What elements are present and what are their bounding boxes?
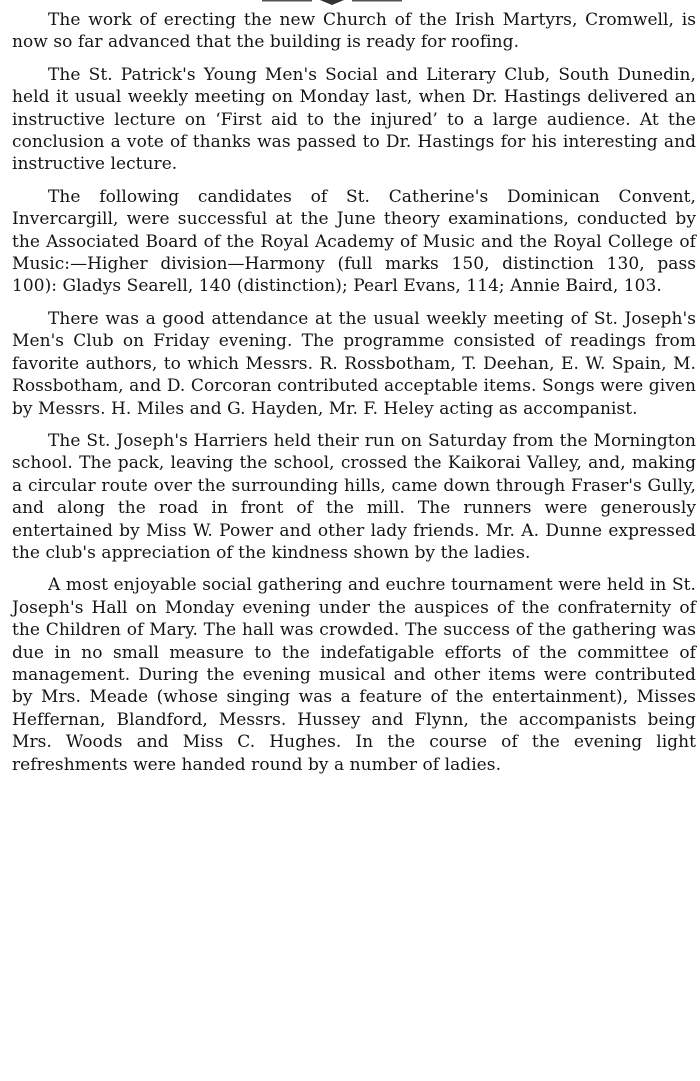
paragraph-st-patricks-club: The St. Patrick's Young Men's Social and Literary Club, South Dunedin, held it usual weekly meeting on Monday last, when Dr. Hastings delivered an instructive lecture on ‘First aid to the injured’ to a large audience. At the conclusion a vote of thanks was passed to Dr. Hastings for his interesting and instructive lecture. <box>12 64 696 175</box>
paragraph-church-irish-martyrs: The work of erecting the new Church of the Irish Martyrs, Cromwell, is now so far advanced that the building is ready for roofing. <box>12 10 696 53</box>
paragraph-social-gathering: A most enjoyable social gathering and euchre tournament were held in St. Joseph's Hall on Monday evening under the auspices of the confraternity of the Children of Mary. The hall was crowded. The success of the gathering was due in no small measure to the indefatigable efforts of the committee of management. During the evening musical and other items were contributed by Mrs. Meade (whose singing was a feature of the entertainment), Misses Heffernan, Blandford, Messrs. Hussey and Flynn, the accompanists being Mrs. Woods and Miss C. Hughes. In the course of the evening light refreshments were handed round by a number of ladies. <box>12 575 696 775</box>
paragraph-st-josephs-harriers: The St. Joseph's Harriers held their run on Saturday from the Mornington school. The pack, leaving the school, crossed the Kaikorai Valley, and, making a circular route over the surrounding hills, came down through Fraser's Gully, and along the road in front of the mill. The runners were generously entertained by Miss W. Power and other lady friends. Mr. A. Dunne expressed the club's appreciation of the kindness shown by the ladies. <box>12 430 696 563</box>
paragraph-dominican-convent-exams: The following candidates of St. Catherine's Dominican Convent, Invercargill, were successful at the June theory examinations, conducted by the Associated Board of the Royal Academy of Music and the Royal College of Music:—Higher division—Harmony (full marks 150, distinction 130, pass 100): Gladys Searell, 140 (distinction); Pearl Evans, 114; Annie Baird, 103. <box>12 186 696 297</box>
paragraph-st-josephs-mens-club: There was a good attendance at the usual weekly meeting of St. Joseph's Men's Club on Friday evening. The programme consisted of readings from favorite authors, to which Messrs. R. Rossbotham, T. Deehan, E. W. Spain, M. Rossbotham, and D. Corcoran contributed acceptable items. Songs were given by Messrs. H. Miles and G. Hayden, Mr. F. Heley acting as accompanist. <box>12 308 696 419</box>
top-rule-ornament <box>262 0 402 6</box>
article-column <box>12 9 696 776</box>
